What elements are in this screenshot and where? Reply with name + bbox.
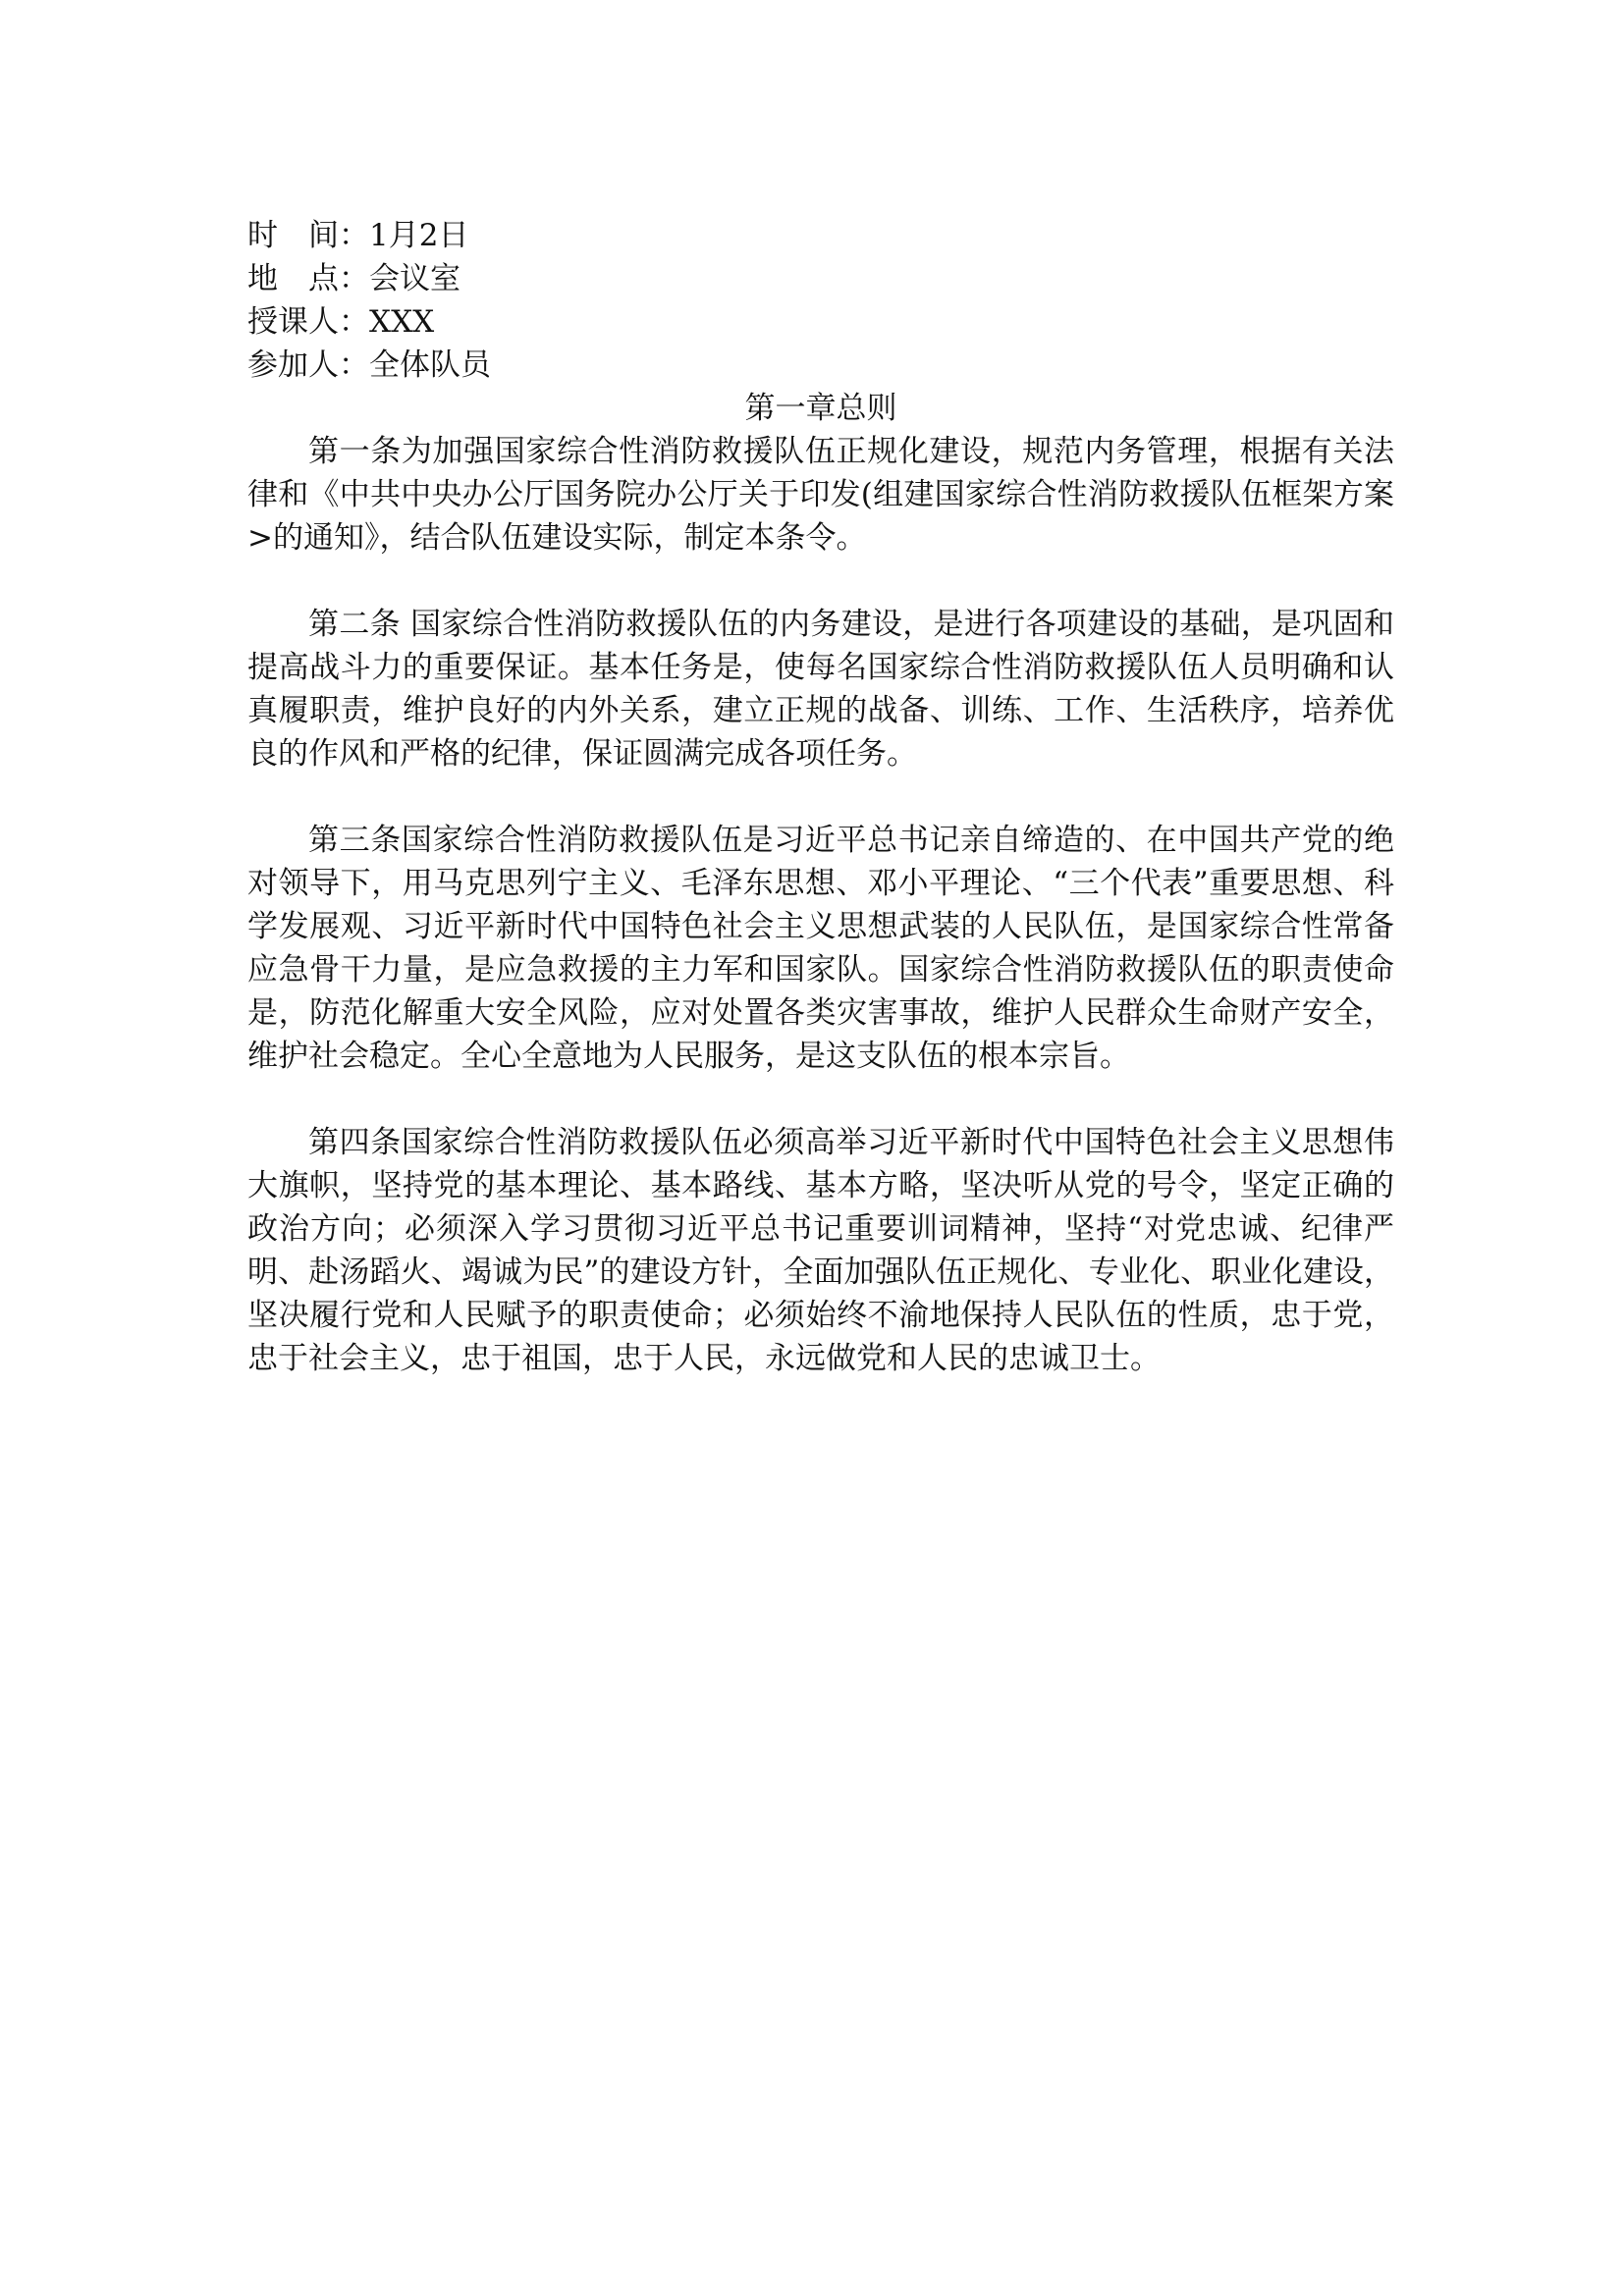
chapter-title: 第一章总则 bbox=[744, 391, 897, 426]
meeting-lecturer: 授课人：XXX bbox=[247, 304, 435, 340]
article-4: 第四条国家综合性消防救援队伍必须高举习近平新时代中国特色社会主义思想伟大旗帜，坚持党的基本理论、基本路线、基本方略，坚决听从党的号令，坚定正确的政治方向；必须深入学习贯彻习近平总书记重要训词精神，坚持“对党忠诚、纪律严明、赴汤蹈火、竭诚为民”的建设方针，全面加强队伍正规化、专业化、职业化建设，坚决履行党和人民赋予的职责使命；必须始终不渝地保持人民队伍的性质，忠于党，忠于社会主义，忠于祖国，忠于人民，永远做党和人民的忠诚卫士。 bbox=[247, 1125, 1394, 1376]
article-1: 第一条为加强国家综合性消防救援队伍正规化建设，规范内务管理，根据有关法律和《中共中央办公厅国务院办公厅关于印发(组建国家综合性消防救援队伍框架方案>的通知》，结合队伍建设实际，制定本条令。 bbox=[247, 434, 1394, 556]
document-body bbox=[247, 214, 1394, 1380]
article-3: 第三条国家综合性消防救援队伍是习近平总书记亲自缔造的、在中国共产党的绝对领导下，用马克思列宁主义、毛泽东思想、邓小平理论、“三个代表”重要思想、科学发展观、习近平新时代中国特色社会主义思想武装的人民队伍，是国家综合性常备应急骨干力量，是应急救援的主力军和国家队。国家综合性消防救援队伍的职责使命是，防范化解重大安全风险，应对处置各类灾害事故，维护人民群众生命财产安全，维护社会稳定。全心全意地为人民服务，是这支队伍的根本宗旨。 bbox=[247, 823, 1394, 1074]
article-2: 第二条 国家综合性消防救援队伍的内务建设，是进行各项建设的基础，是巩固和提高战斗力的重要保证。基本任务是，使每名国家综合性消防救援队伍人员明确和认真履职责，维护良好的内外关系，建立正规的战备、训练、工作、生活秩序，培养优良的作风和严格的纪律，保证圆满完成各项任务。 bbox=[247, 607, 1394, 772]
meeting-time: 时 间：1月2日 bbox=[247, 218, 469, 253]
meeting-place: 地 点：会议室 bbox=[247, 261, 460, 296]
meeting-participants: 参加人：全体队员 bbox=[247, 347, 491, 383]
